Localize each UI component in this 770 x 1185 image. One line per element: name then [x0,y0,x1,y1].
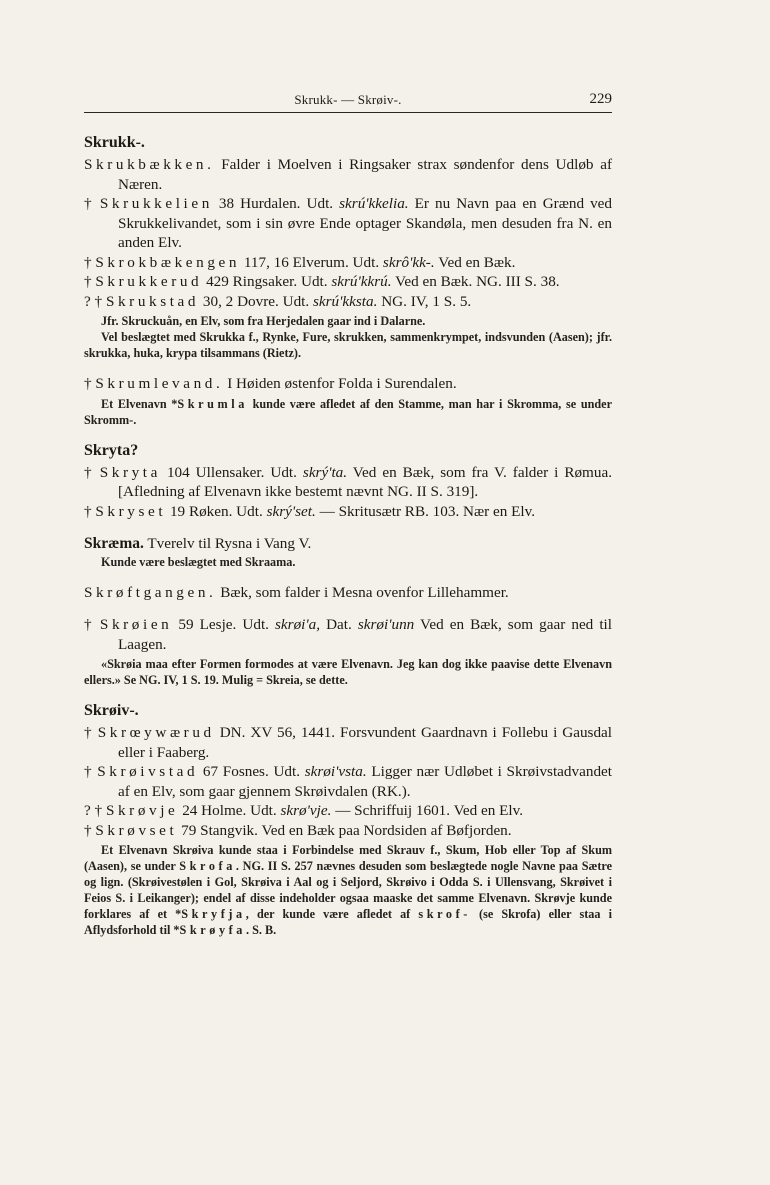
entry-skrovset [84,821,612,841]
note-text: kunde være afledet af den Stamme, man har i Skromma, se under Skromm-. [84,396,612,427]
entry-text: Ved en Bæk. NG. III S. 38. [391,273,560,290]
entry-pronunciation: skrô'kk-. [382,253,435,271]
entry-text: 59 Lesje. Udt. [172,616,276,633]
entry-pronunciation: skrú'kkelia. [339,195,409,212]
entry-text: 30, 2 Dovre. Udt. [199,292,313,310]
entry-skryset [84,502,612,522]
entry-text: 79 Stangvik. Ved en Bæk paa Nordsiden af Bøfjorden. [177,821,512,839]
entry-mark: † [84,821,96,839]
entry-mark: † [84,253,96,271]
entry-name: Skrukkerud [95,273,203,290]
entry-name: Skrøvset [95,821,178,839]
entry-name: Skrœywærud [97,724,215,741]
entry-pronunciation: skrø'vje. [280,802,332,819]
section-heading-skroiv: Skrøiv-. [84,702,139,719]
entry-mark: † [84,273,96,290]
entry-name: Skrukstad [105,292,200,310]
spacer [84,361,612,374]
note-text: . S. B. [246,923,277,937]
entry-text: Dat. [320,616,358,633]
spacer [84,428,612,441]
note-text: . NG. II S. 257 nævnes desuden som beslægtede nogle Navne paa Sætre og lign. (Skrøivestølen i Gol, Skrøiva i Aal og i Seljord, Skrøivo i Odda S. i Ullensvang, Skrøivet i Feios S. i Leikanger); endel af disse indeholder ogsaa maaske det samme Elvenavn. Skrøvje kunde forklares af et * [84,859,612,921]
entry-pronunciation: skrý'set. [266,502,316,520]
entry-mark: † [84,502,96,520]
entry-name: Skrøien [99,616,173,633]
entry-text: 429 Ringsaker. Udt. [202,273,332,290]
entry-mark: † [84,616,100,633]
entry-skrukkelien [84,194,612,253]
note-text: (se Skrofa) eller staa i Aflydsforhold til * [84,907,612,937]
spacer [84,521,612,534]
note-spaced-term: Skryfja [181,907,246,921]
entry-text: Er nu Navn paa en Grænd ved Skrukkelivandet, som i sin øvre Ende optager Skandøla, men desuden fra N. en anden Elv. [118,195,613,251]
entry-pronunciation: skrøi'vsta. [304,763,367,780]
entry-skroivstad [84,762,612,801]
entry-name: Skrukbækken. [84,156,215,173]
header-rule [84,112,612,113]
entry-pronunciation: skrøi'unn [357,616,415,633]
entry-name: Skrøivstad [97,763,199,780]
entry-text: Ved en Bæk, som gaar ned til Laagen. [118,616,612,653]
entry-text: Tverelv til Rysna i Vang V. [143,535,312,552]
note-text: , der kunde være afledet af [245,907,419,921]
entry-text: Ligger nær Udløbet i Skrøivstadvandet af en Elv, som gaar gjennem Skrøivdalen (RK.). [118,763,613,800]
page-number: 229 [589,91,612,107]
spacer [84,570,612,583]
entry-pronunciation: skrøi'a, [275,616,321,633]
entry-skroeywaerud [84,723,612,762]
entry-name: Skryta [99,463,161,481]
entry-name: Skryset [95,502,167,520]
spacer [84,602,612,615]
entry-pronunciation: skrú'kksta. [313,292,378,310]
entry-skryta [84,463,612,502]
section-heading-skryta: Skryta? [84,441,139,459]
entry-text: I Høiden østenfor Folda i Surendalen. [223,375,457,392]
note-skrumla [84,396,612,428]
entry-name: Skrumlevand. [95,375,224,392]
note-spaced-term: Skrøyfa [179,923,246,937]
entry-name: Skrukkelien [99,195,213,212]
entry-skrokbaekengen [84,253,612,273]
entry-skrumlevand [84,374,612,394]
entry-text: NG. IV, 1 S. 5. [377,292,472,310]
entry-text: 24 Holme. Udt. [178,802,281,819]
entry-text: Ved en Bæk. [434,253,516,271]
entry-mark: † [84,763,98,780]
entry-skraema [84,534,612,554]
entry-skrukstad [84,292,612,312]
note-skrukka: Vel beslægtet med Skrukka f., Rynke, Fure, skrukken, sammenkrympet, indsvunden (Aasen); jfr. skrukka, huka, krypa tilsammans (Rietz). [84,330,612,360]
entry-text: 67 Fosnes. Udt. [198,763,305,780]
entry-text: 19 Røken. Udt. [166,502,267,520]
entry-skrukbaekken [84,155,612,194]
running-title: Skrukk- — Skrøiv-. [294,92,402,107]
entry-skrukkerud [84,272,612,292]
note-spaced-term: skrof- [418,907,471,921]
section-heading-skrukk: Skrukk-. [84,134,145,151]
entry-text: — Skritusætr RB. 103. Nær en Elv. [315,502,536,520]
entry-text: 38 Hurdalen. Udt. [212,195,340,212]
page-body [84,133,612,938]
entry-pronunciation: skrú'kkrú. [331,273,392,290]
entry-mark: † [84,195,100,212]
entry-mark: ? † [84,802,106,819]
entry-text: Ved en Bæk, som fra V. falder i Rømua. [Afledning af Elvenavn ikke bestemt nævnt NG. II S. 319]. [118,463,612,500]
entry-text: Bæk, som falder i Mesna ovenfor Lillehammer. [216,583,509,601]
entry-mark: † [84,724,98,741]
entry-text: Falder i Moelven i Ringsaker strax søndenfor dens Udløb af Næren. [118,156,612,193]
entry-text: — Schriffuij 1601. Ved en Elv. [331,802,524,819]
note-spaced-term: Skrumla [177,396,248,411]
entry-text: 117, 16 Elverum. Udt. [240,253,383,271]
entry-skroftgangen [84,583,612,603]
note-spaced-term: Skrofa [179,859,236,873]
note-skroiva [84,842,612,938]
note-skruckuan: Jfr. Skruckuån, en Elv, som fra Herjedalen gaar ind i Dalarne. [101,314,426,328]
entry-mark: † [84,375,96,392]
note-text: Et Elvenavn * [101,396,178,411]
note-skraama: Kunde være beslægtet med Skraama. [101,554,296,569]
note-skroia: «Skrøia maa efter Formen formodes at være Elvenavn. Jeg kan dog ikke paavise dette Elvenavn ellers.» Se NG. IV, 1 S. 19. Mulig = Skreia, se dette. [84,657,612,687]
note-text: Et Elvenavn Skrøiva kunde staa i Forbindelse med Skrauv f., Skum, Hob eller Top af Skum (Aasen), se under [84,843,612,873]
entry-name: Skrokbækengen [95,253,241,271]
entry-mark: ? † [84,292,106,310]
spacer [84,688,612,701]
entry-name: Skrøftgangen. [84,583,217,601]
entry-name: Skrøvje [105,802,179,819]
entry-mark: † [84,463,100,481]
entry-skroien [84,615,612,654]
entry-skrovje [84,801,612,821]
entry-text: 104 Ullensaker. Udt. [160,463,303,481]
entry-text: DN. XV 56, 1441. Forsvundent Gaardnavn i Follebu i Gausdal eller i Faaberg. [118,724,613,761]
page-header [84,92,612,112]
section-heading-skraema: Skræma. [84,535,144,552]
entry-pronunciation: skrý'ta. [302,463,348,481]
